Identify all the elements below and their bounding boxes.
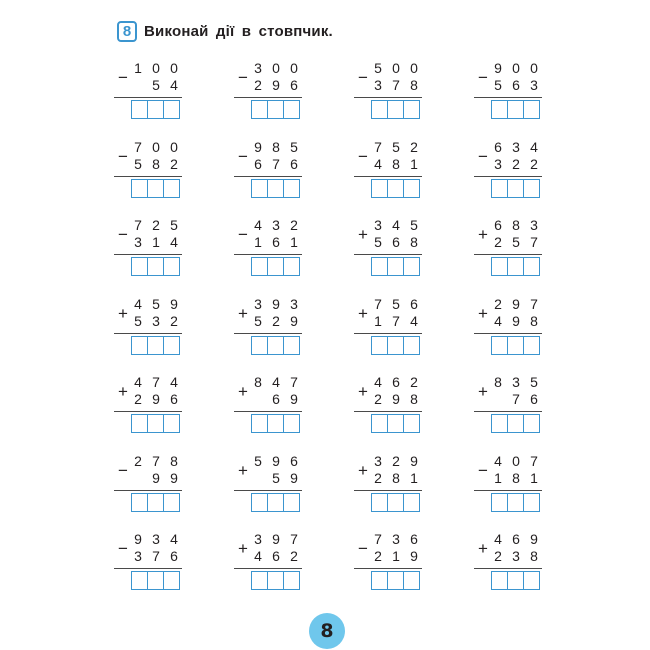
- answer-boxes[interactable]: [491, 571, 540, 590]
- answer-cell[interactable]: [148, 571, 164, 590]
- answer-cell[interactable]: [268, 257, 284, 276]
- answer-cell[interactable]: [371, 100, 388, 119]
- problem: [353, 137, 473, 216]
- answer-cell[interactable]: [371, 336, 388, 355]
- sum-line: [474, 254, 542, 255]
- answer-boxes[interactable]: [251, 336, 300, 355]
- answer-cell[interactable]: [524, 414, 540, 433]
- second-number: 3 7 8: [374, 77, 418, 93]
- answer-cell[interactable]: [508, 493, 524, 512]
- problem: [353, 372, 473, 451]
- first-number: 8 3 5: [494, 374, 538, 390]
- answer-boxes[interactable]: [371, 414, 420, 433]
- answer-cell[interactable]: [404, 257, 420, 276]
- answer-cell[interactable]: [251, 179, 268, 198]
- answer-cell[interactable]: [388, 493, 404, 512]
- operator-sign: −: [238, 68, 248, 87]
- answer-cell[interactable]: [388, 336, 404, 355]
- answer-boxes[interactable]: [371, 336, 420, 355]
- page-number: 8: [320, 620, 334, 642]
- second-number: 5 3 2: [134, 312, 178, 329]
- answer-cell[interactable]: [148, 100, 164, 119]
- answer-cell[interactable]: [404, 179, 420, 198]
- sum-line: [354, 254, 422, 255]
- second-number: 5 9: [272, 469, 298, 486]
- first-number: 7 5 6: [374, 295, 418, 312]
- answer-cell[interactable]: [164, 179, 180, 198]
- problem: [473, 372, 593, 451]
- first-number: 3 2 9: [374, 452, 418, 469]
- problem: [113, 294, 233, 373]
- answer-cell[interactable]: [268, 336, 284, 355]
- operator-sign: −: [238, 225, 248, 244]
- answer-cell[interactable]: [268, 414, 284, 433]
- first-number: 4 0 7: [494, 452, 538, 469]
- first-number: 2 7 8: [134, 452, 178, 469]
- first-number: 3 4 5: [374, 217, 418, 233]
- operator-sign: +: [358, 460, 368, 480]
- problem: [233, 137, 353, 216]
- operator-sign: −: [478, 460, 488, 480]
- operator-sign: +: [238, 539, 248, 558]
- first-number: 3 9 7: [254, 531, 298, 547]
- answer-cell[interactable]: [131, 571, 148, 590]
- sum-line: [234, 568, 302, 569]
- sum-line: [114, 333, 182, 334]
- first-number: 7 3 6: [374, 531, 418, 547]
- problem: [353, 215, 473, 294]
- first-number: 5 0 0: [374, 60, 418, 76]
- second-number: 6 7 6: [254, 155, 298, 172]
- answer-cell[interactable]: [524, 493, 540, 512]
- first-number: 9 0 0: [494, 60, 538, 76]
- first-number: 7 5 2: [374, 138, 418, 155]
- operator-sign: −: [358, 146, 368, 166]
- sum-line: [114, 411, 182, 412]
- answer-cell[interactable]: [508, 571, 524, 590]
- first-number: 4 5 9: [134, 295, 178, 312]
- second-number: 5 6 8: [374, 234, 418, 250]
- problem: [353, 451, 473, 530]
- problem: [113, 529, 233, 608]
- answer-cell[interactable]: [524, 336, 540, 355]
- second-number: 2 9 6: [254, 77, 298, 93]
- answer-cell[interactable]: [148, 414, 164, 433]
- sum-line: [354, 411, 422, 412]
- operator-sign: +: [358, 225, 368, 244]
- answer-cell[interactable]: [164, 336, 180, 355]
- first-number: 2 9 7: [494, 295, 538, 312]
- answer-cell[interactable]: [491, 336, 508, 355]
- answer-cell[interactable]: [164, 414, 180, 433]
- answer-boxes[interactable]: [251, 493, 300, 512]
- answer-cell[interactable]: [284, 493, 300, 512]
- answer-cell[interactable]: [524, 179, 540, 198]
- operator-sign: −: [478, 146, 488, 166]
- answer-cell[interactable]: [164, 571, 180, 590]
- answer-cell[interactable]: [388, 100, 404, 119]
- operator-sign: −: [478, 68, 488, 87]
- answer-cell[interactable]: [404, 414, 420, 433]
- first-number: 6 3 4: [494, 138, 538, 155]
- answer-cell[interactable]: [284, 336, 300, 355]
- second-number: 2 5 7: [494, 234, 538, 250]
- answer-cell[interactable]: [251, 257, 268, 276]
- operator-sign: +: [478, 303, 488, 323]
- operator-sign: −: [358, 68, 368, 87]
- answer-boxes[interactable]: [371, 100, 420, 119]
- sum-line: [114, 568, 182, 569]
- answer-cell[interactable]: [251, 571, 268, 590]
- answer-boxes[interactable]: [491, 336, 540, 355]
- first-number: 9 8 5: [254, 138, 298, 155]
- answer-cell[interactable]: [491, 493, 508, 512]
- answer-boxes[interactable]: [251, 179, 300, 198]
- answer-boxes[interactable]: [491, 414, 540, 433]
- answer-cell[interactable]: [524, 571, 540, 590]
- first-number: 9 3 4: [134, 531, 178, 547]
- answer-boxes[interactable]: [131, 336, 180, 355]
- sum-line: [474, 490, 542, 491]
- first-number: 5 9 6: [254, 452, 298, 469]
- problem: [113, 137, 233, 216]
- problem: [233, 529, 353, 608]
- second-number: 6 9: [272, 391, 298, 407]
- answer-cell[interactable]: [404, 100, 420, 119]
- operator-sign: −: [238, 146, 248, 166]
- answer-cell[interactable]: [524, 100, 540, 119]
- answer-cell[interactable]: [404, 493, 420, 512]
- answer-cell[interactable]: [388, 571, 404, 590]
- answer-cell[interactable]: [388, 414, 404, 433]
- operator-sign: −: [118, 146, 128, 166]
- operator-sign: −: [118, 539, 128, 558]
- answer-cell[interactable]: [164, 100, 180, 119]
- answer-cell[interactable]: [131, 336, 148, 355]
- first-number: 6 8 3: [494, 217, 538, 233]
- answer-cell[interactable]: [491, 179, 508, 198]
- answer-boxes[interactable]: [251, 571, 300, 590]
- second-number: 5 8 2: [134, 155, 178, 172]
- first-number: 8 4 7: [254, 374, 298, 390]
- answer-cell[interactable]: [131, 414, 148, 433]
- problem: [473, 451, 593, 530]
- operator-sign: +: [238, 303, 248, 323]
- answer-cell[interactable]: [268, 571, 284, 590]
- first-number: 4 3 2: [254, 217, 298, 233]
- sum-line: [354, 97, 422, 98]
- problem: [353, 58, 473, 137]
- first-number: 3 0 0: [254, 60, 298, 76]
- answer-boxes[interactable]: [131, 493, 180, 512]
- answer-boxes[interactable]: [491, 179, 540, 198]
- problem: [233, 294, 353, 373]
- answer-cell[interactable]: [508, 336, 524, 355]
- operator-sign: +: [358, 303, 368, 323]
- answer-boxes[interactable]: [131, 100, 180, 119]
- operator-sign: +: [238, 460, 248, 480]
- problem: [353, 529, 473, 608]
- answer-cell[interactable]: [491, 100, 508, 119]
- problem: [473, 137, 593, 216]
- answer-cell[interactable]: [524, 257, 540, 276]
- answer-cell[interactable]: [148, 493, 164, 512]
- first-number: 1 0 0: [134, 60, 178, 76]
- problem: [473, 58, 593, 137]
- operator-sign: +: [238, 382, 248, 401]
- answer-cell[interactable]: [404, 336, 420, 355]
- answer-cell[interactable]: [371, 179, 388, 198]
- operator-sign: −: [118, 460, 128, 480]
- operator-sign: +: [478, 225, 488, 244]
- problem: [353, 294, 473, 373]
- answer-cell[interactable]: [164, 493, 180, 512]
- sum-line: [114, 490, 182, 491]
- answer-cell[interactable]: [148, 257, 164, 276]
- answer-boxes[interactable]: [131, 179, 180, 198]
- second-number: 2 8 1: [374, 469, 418, 486]
- operator-sign: −: [358, 539, 368, 558]
- sum-line: [114, 97, 182, 98]
- sum-line: [354, 333, 422, 334]
- sum-line: [234, 176, 302, 177]
- task-header: [117, 20, 333, 42]
- second-number: 1 6 1: [254, 234, 298, 250]
- answer-cell[interactable]: [251, 100, 268, 119]
- second-number: 5 4: [152, 77, 178, 93]
- problem: [233, 451, 353, 530]
- sum-line: [234, 333, 302, 334]
- answer-cell[interactable]: [491, 414, 508, 433]
- second-number: 3 2 2: [494, 155, 538, 172]
- answer-cell[interactable]: [268, 100, 284, 119]
- answer-cell[interactable]: [491, 257, 508, 276]
- problem: [233, 58, 353, 137]
- answer-cell[interactable]: [131, 493, 148, 512]
- sum-line: [234, 97, 302, 98]
- answer-cell[interactable]: [164, 257, 180, 276]
- sum-line: [474, 176, 542, 177]
- answer-boxes[interactable]: [371, 493, 420, 512]
- answer-cell[interactable]: [131, 179, 148, 198]
- answer-boxes[interactable]: [491, 493, 540, 512]
- first-number: 7 0 0: [134, 138, 178, 155]
- task-instruction: Виконай дії в стовпчик.: [144, 22, 333, 40]
- sum-line: [474, 568, 542, 569]
- answer-boxes[interactable]: [251, 257, 300, 276]
- answer-cell[interactable]: [388, 257, 404, 276]
- answer-cell[interactable]: [268, 179, 284, 198]
- answer-cell[interactable]: [371, 414, 388, 433]
- first-number: 3 9 3: [254, 295, 298, 312]
- answer-cell[interactable]: [508, 257, 524, 276]
- answer-cell[interactable]: [508, 100, 524, 119]
- answer-cell[interactable]: [491, 571, 508, 590]
- first-number: 4 6 9: [494, 531, 538, 547]
- first-number: 4 7 4: [134, 374, 178, 390]
- answer-cell[interactable]: [284, 414, 300, 433]
- sum-line: [114, 176, 182, 177]
- answer-cell[interactable]: [371, 493, 388, 512]
- operator-sign: +: [478, 539, 488, 558]
- problem: [233, 372, 353, 451]
- answer-cell[interactable]: [388, 179, 404, 198]
- problem: [113, 451, 233, 530]
- sum-line: [234, 411, 302, 412]
- answer-cell[interactable]: [404, 571, 420, 590]
- sum-line: [354, 176, 422, 177]
- answer-cell[interactable]: [371, 257, 388, 276]
- operator-sign: −: [118, 68, 128, 87]
- first-number: 4 6 2: [374, 374, 418, 390]
- answer-cell[interactable]: [284, 100, 300, 119]
- operator-sign: +: [358, 382, 368, 401]
- sum-line: [474, 97, 542, 98]
- answer-cell[interactable]: [508, 414, 524, 433]
- sum-line: [234, 254, 302, 255]
- second-number: 1 8 1: [494, 469, 538, 486]
- answer-cell[interactable]: [251, 414, 268, 433]
- second-number: 4 8 1: [374, 155, 418, 172]
- answer-cell[interactable]: [284, 571, 300, 590]
- sum-line: [354, 490, 422, 491]
- second-number: 5 2 9: [254, 312, 298, 329]
- second-number: 2 3 8: [494, 548, 538, 564]
- answer-cell[interactable]: [284, 179, 300, 198]
- problem: [113, 215, 233, 294]
- answer-boxes[interactable]: [371, 257, 420, 276]
- answer-cell[interactable]: [131, 257, 148, 276]
- answer-cell[interactable]: [148, 336, 164, 355]
- second-number: 2 1 9: [374, 548, 418, 564]
- operator-sign: +: [118, 382, 128, 401]
- second-number: 3 1 4: [134, 234, 178, 250]
- second-number: 2 9 6: [134, 391, 178, 407]
- answer-cell[interactable]: [148, 179, 164, 198]
- operator-sign: +: [478, 382, 488, 401]
- answer-boxes[interactable]: [131, 571, 180, 590]
- answer-cell[interactable]: [508, 179, 524, 198]
- answer-cell[interactable]: [371, 571, 388, 590]
- problem: [473, 294, 593, 373]
- second-number: 2 9 8: [374, 391, 418, 407]
- sum-line: [354, 568, 422, 569]
- second-number: 4 9 8: [494, 312, 538, 329]
- problem: [473, 529, 593, 608]
- problem: [113, 372, 233, 451]
- answer-cell[interactable]: [251, 336, 268, 355]
- second-number: 1 7 4: [374, 312, 418, 329]
- answer-boxes[interactable]: [491, 257, 540, 276]
- answer-boxes[interactable]: [131, 257, 180, 276]
- answer-cell[interactable]: [268, 493, 284, 512]
- problem-grid: [113, 58, 593, 608]
- problem: [113, 58, 233, 137]
- first-number: 7 2 5: [134, 217, 178, 233]
- sum-line: [114, 254, 182, 255]
- answer-boxes[interactable]: [371, 179, 420, 198]
- second-number: 9 9: [152, 469, 178, 486]
- sum-line: [234, 490, 302, 491]
- task-number-badge: 8: [117, 21, 137, 42]
- answer-boxes[interactable]: [251, 100, 300, 119]
- answer-boxes[interactable]: [131, 414, 180, 433]
- answer-cell[interactable]: [251, 493, 268, 512]
- answer-boxes[interactable]: [371, 571, 420, 590]
- operator-sign: −: [118, 225, 128, 244]
- second-number: 7 6: [512, 391, 538, 407]
- operator-sign: +: [118, 303, 128, 323]
- second-number: 4 6 2: [254, 548, 298, 564]
- answer-boxes[interactable]: [251, 414, 300, 433]
- answer-boxes[interactable]: [491, 100, 540, 119]
- problem: [233, 215, 353, 294]
- problem: [473, 215, 593, 294]
- page-number-badge: [309, 613, 345, 649]
- sum-line: [474, 333, 542, 334]
- second-number: 3 7 6: [134, 548, 178, 564]
- answer-cell[interactable]: [131, 100, 148, 119]
- answer-cell[interactable]: [284, 257, 300, 276]
- sum-line: [474, 411, 542, 412]
- second-number: 5 6 3: [494, 77, 538, 93]
